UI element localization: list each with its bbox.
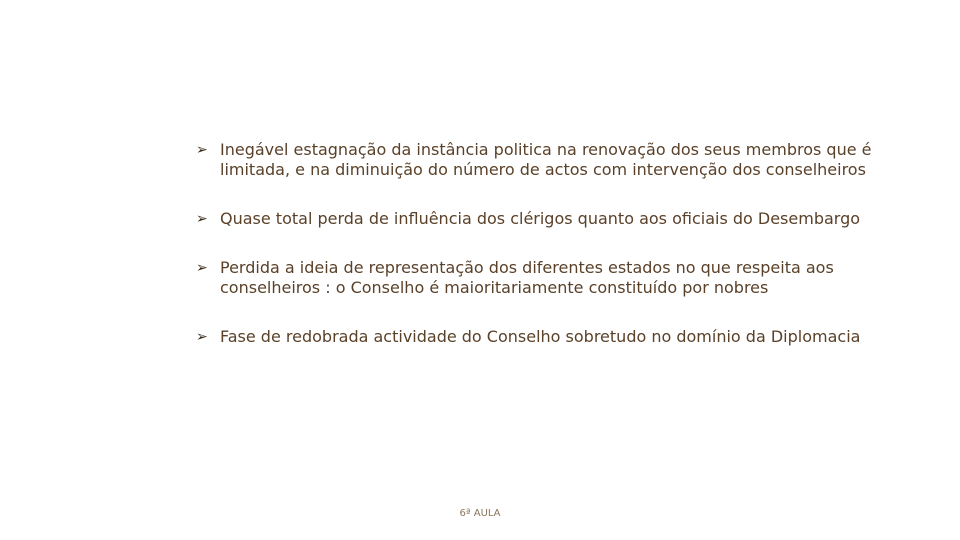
bullet-item bbox=[196, 140, 936, 180]
arrow-bullet-icon: ➢ bbox=[196, 329, 208, 345]
bullet-list bbox=[196, 140, 936, 347]
bullet-text: Perdida a ideia de representação dos diferentes estados no que respeita aos conselheiros : o Conselho é maioritariamente constituído por nobres bbox=[220, 258, 834, 297]
arrow-bullet-icon: ➢ bbox=[196, 260, 208, 276]
bullet-item bbox=[196, 209, 936, 229]
bullet-item bbox=[196, 327, 936, 347]
bullet-text: Inegável estagnação da instância politica na renovação dos seus membros que é limitada, e na diminuição do número de actos com intervenção dos conselheiros bbox=[220, 140, 872, 179]
arrow-bullet-icon: ➢ bbox=[196, 211, 208, 227]
bullet-item bbox=[196, 258, 936, 298]
arrow-bullet-icon: ➢ bbox=[196, 142, 208, 158]
bullet-text: Quase total perda de influência dos clérigos quanto aos oficiais do Desembargo bbox=[220, 209, 861, 228]
bullet-text: Fase de redobrada actividade do Conselho sobretudo no domínio da Diplomacia bbox=[220, 327, 861, 346]
slide-footer: 6ª AULA bbox=[459, 508, 501, 519]
